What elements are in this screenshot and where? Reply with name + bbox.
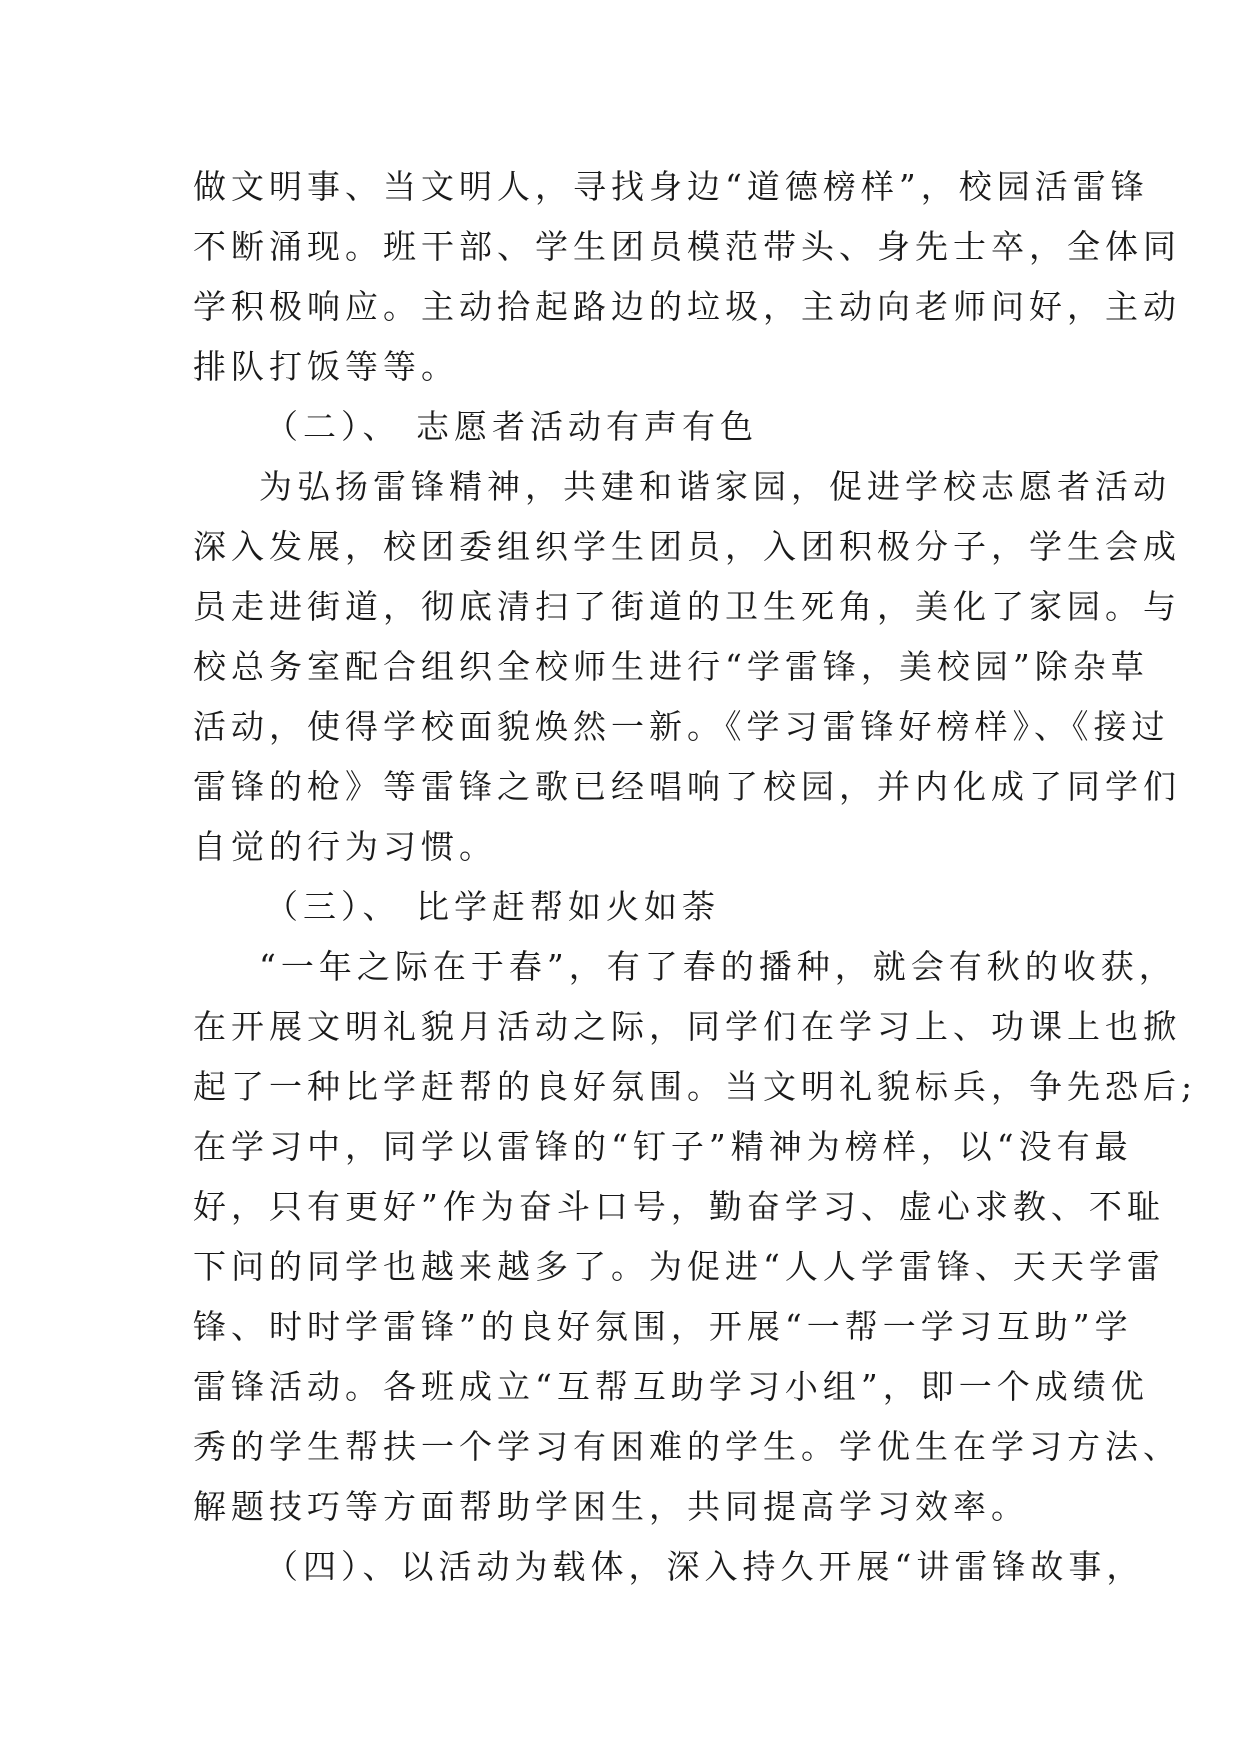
body-line: 秀的学生帮扶一个学习有困难的学生。学优生在学习方法、 <box>193 1427 1181 1466</box>
body-line: 深入发展，校团委组织学生团员，入团积极分子，学生会成 <box>193 527 1181 566</box>
body-line: “一年之际在于春”，有了春的播种，就会有秋的收获， <box>259 947 1177 986</box>
body-line: 好，只有更好”作为奋斗口号，勤奋学习、虚心求教、不耻 <box>193 1187 1165 1226</box>
body-line: 校总务室配合组织全校师生进行“学雷锋，美校园”除杂草 <box>193 647 1149 686</box>
body-line: 排队打饭等等。 <box>193 347 459 386</box>
section-heading-3: （三）、 比学赶帮如火如荼 <box>265 887 720 926</box>
body-line: 锋、时时学雷锋”的良好氛围，开展“一帮一学习互助”学 <box>193 1307 1133 1346</box>
body-line: 雷锋活动。各班成立“互帮互助学习小组”，即一个成绩优 <box>193 1367 1149 1406</box>
body-line: 在开展文明礼貌月活动之际，同学们在学习上、功课上也掀 <box>193 1007 1181 1046</box>
body-line: 在学习中，同学以雷锋的“钉子”精神为榜样，以“没有最 <box>193 1127 1133 1166</box>
section-heading-4: （四）、以活动为载体，深入持久开展“讲雷锋故事， <box>265 1547 1145 1586</box>
body-line: 做文明事、当文明人，寻找身边“道德榜样”，校园活雷锋 <box>193 167 1149 206</box>
section-heading-2: （二）、 志愿者活动有声有色 <box>265 407 758 446</box>
document-body <box>193 157 1198 1597</box>
body-line: 下问的同学也越来越多了。为促进“人人学雷锋、天天学雷 <box>193 1247 1165 1286</box>
body-line: 为弘扬雷锋精神，共建和谐家园，促进学校志愿者活动 <box>259 467 1171 506</box>
body-line: 员走进街道，彻底清扫了街道的卫生死角，美化了家园。与 <box>193 587 1181 626</box>
body-line: 解题技巧等方面帮助学困生，共同提高学习效率。 <box>193 1487 1029 1526</box>
body-line: 学积极响应。主动拾起路边的垃圾，主动向老师问好，主动 <box>193 287 1181 326</box>
body-line: 雷锋的枪》等雷锋之歌已经唱响了校园，并内化成了同学们 <box>193 767 1181 806</box>
body-line: 活动，使得学校面貌焕然一新。《学习雷锋好榜样》、《接过 <box>193 707 1170 746</box>
body-line: 不断涌现。班干部、学生团员模范带头、身先士卒，全体同 <box>193 227 1181 266</box>
body-line: 自觉的行为习惯。 <box>193 827 497 866</box>
body-line: 起了一种比学赶帮的良好氛围。当文明礼貌标兵，争先恐后; <box>193 1067 1198 1106</box>
